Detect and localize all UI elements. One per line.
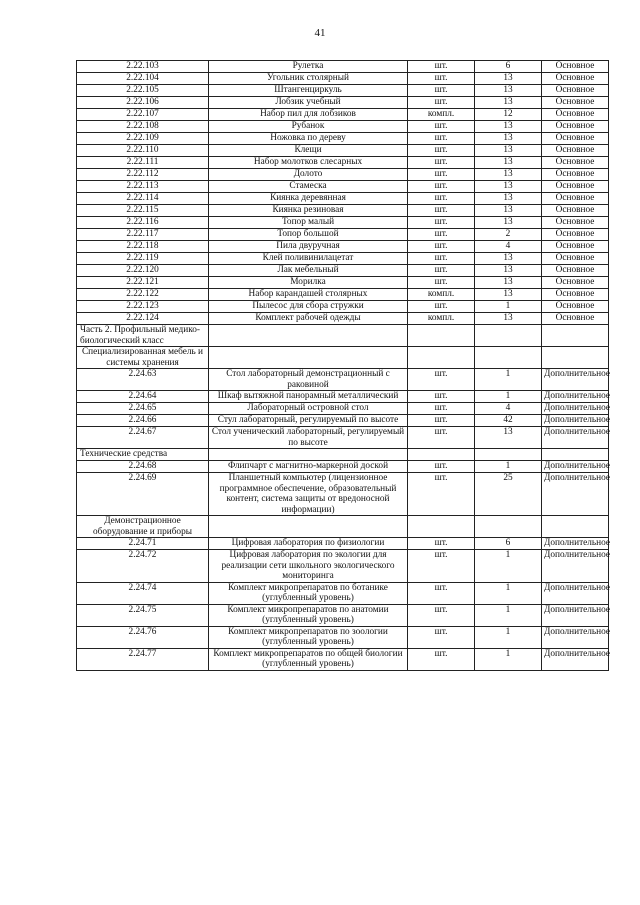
item-unit: шт. bbox=[408, 85, 475, 97]
table-row bbox=[77, 473, 609, 516]
item-code: 2.22.122 bbox=[77, 289, 209, 301]
item-quantity: 13 bbox=[475, 277, 542, 289]
item-category: Дополнительное bbox=[542, 391, 609, 403]
empty-cell bbox=[475, 516, 542, 538]
table-row bbox=[77, 427, 609, 449]
item-unit: шт. bbox=[408, 550, 475, 583]
item-unit: компл. bbox=[408, 313, 475, 325]
item-name: Флипчарт с магнитно-маркерной доской bbox=[209, 461, 408, 473]
item-unit: компл. bbox=[408, 109, 475, 121]
item-category: Дополнительное bbox=[542, 582, 609, 604]
item-code: 2.22.111 bbox=[77, 157, 209, 169]
item-category: Основное bbox=[542, 61, 609, 73]
table-row bbox=[77, 85, 609, 97]
table-row bbox=[77, 604, 609, 626]
item-unit: шт. bbox=[408, 73, 475, 85]
item-category: Основное bbox=[542, 85, 609, 97]
item-name: Комплект микропрепаратов по общей биологии (углубленный уровень) bbox=[209, 648, 408, 670]
item-code: 2.24.77 bbox=[77, 648, 209, 670]
item-quantity: 1 bbox=[475, 461, 542, 473]
table-row bbox=[77, 403, 609, 415]
table-row bbox=[77, 391, 609, 403]
table-row bbox=[77, 133, 609, 145]
table-row bbox=[77, 97, 609, 109]
item-unit: компл. bbox=[408, 289, 475, 301]
item-category: Дополнительное bbox=[542, 550, 609, 583]
table-row bbox=[77, 193, 609, 205]
item-unit: шт. bbox=[408, 133, 475, 145]
item-unit: шт. bbox=[408, 97, 475, 109]
empty-cell bbox=[209, 516, 408, 538]
table-row bbox=[77, 277, 609, 289]
item-quantity: 4 bbox=[475, 403, 542, 415]
item-quantity: 13 bbox=[475, 265, 542, 277]
item-unit: шт. bbox=[408, 193, 475, 205]
item-code: 2.24.75 bbox=[77, 604, 209, 626]
item-quantity: 4 bbox=[475, 241, 542, 253]
item-unit: шт. bbox=[408, 538, 475, 550]
item-category: Дополнительное bbox=[542, 369, 609, 391]
table-row bbox=[77, 61, 609, 73]
item-name: Лобзик учебный bbox=[209, 97, 408, 109]
item-category: Основное bbox=[542, 193, 609, 205]
item-unit: шт. bbox=[408, 229, 475, 241]
item-name: Лабораторный островной стол bbox=[209, 403, 408, 415]
item-code: 2.24.63 bbox=[77, 369, 209, 391]
item-quantity: 13 bbox=[475, 85, 542, 97]
item-code: 2.24.71 bbox=[77, 538, 209, 550]
item-name: Комплект микропрепаратов по анатомии (углубленный уровень) bbox=[209, 604, 408, 626]
item-quantity: 6 bbox=[475, 538, 542, 550]
item-name: Клей поливинилацетат bbox=[209, 253, 408, 265]
item-code: 2.22.117 bbox=[77, 229, 209, 241]
item-category: Дополнительное bbox=[542, 648, 609, 670]
table-row bbox=[77, 73, 609, 85]
item-category: Основное bbox=[542, 73, 609, 85]
item-unit: шт. bbox=[408, 181, 475, 193]
item-unit: шт. bbox=[408, 217, 475, 229]
item-unit: шт. bbox=[408, 277, 475, 289]
empty-cell bbox=[408, 516, 475, 538]
table-row bbox=[77, 157, 609, 169]
item-name: Шкаф вытяжной панорамный металлический bbox=[209, 391, 408, 403]
item-name: Штангенциркуль bbox=[209, 85, 408, 97]
item-unit: шт. bbox=[408, 265, 475, 277]
item-category: Дополнительное bbox=[542, 415, 609, 427]
item-unit: шт. bbox=[408, 121, 475, 133]
section-title: Часть 2. Профильный медико-биологический класс bbox=[77, 325, 209, 347]
item-name: Топор малый bbox=[209, 217, 408, 229]
table-row bbox=[77, 289, 609, 301]
item-name: Набор карандашей столярных bbox=[209, 289, 408, 301]
table-row bbox=[77, 181, 609, 193]
item-quantity: 13 bbox=[475, 313, 542, 325]
item-quantity: 13 bbox=[475, 205, 542, 217]
table-row bbox=[77, 109, 609, 121]
item-name: Угольник столярный bbox=[209, 73, 408, 85]
item-name: Комплект рабочей одежды bbox=[209, 313, 408, 325]
item-name: Киянка резиновая bbox=[209, 205, 408, 217]
empty-cell bbox=[209, 449, 408, 461]
item-unit: шт. bbox=[408, 369, 475, 391]
section-row bbox=[77, 449, 609, 461]
empty-cell bbox=[475, 325, 542, 347]
table-row bbox=[77, 205, 609, 217]
item-quantity: 13 bbox=[475, 253, 542, 265]
table-row bbox=[77, 121, 609, 133]
equipment-table bbox=[76, 60, 609, 671]
equipment-table-body bbox=[77, 61, 609, 671]
item-code: 2.24.69 bbox=[77, 473, 209, 516]
section-title: Специализированная мебель и системы хранения bbox=[77, 347, 209, 369]
item-unit: шт. bbox=[408, 604, 475, 626]
item-name: Стамеска bbox=[209, 181, 408, 193]
item-category: Основное bbox=[542, 133, 609, 145]
item-category: Основное bbox=[542, 181, 609, 193]
item-code: 2.24.67 bbox=[77, 427, 209, 449]
item-quantity: 13 bbox=[475, 289, 542, 301]
table-row bbox=[77, 369, 609, 391]
table-row bbox=[77, 313, 609, 325]
item-name: Цифровая лаборатория по экологии для реализации сети школьного экологического мониторинга bbox=[209, 550, 408, 583]
item-category: Основное bbox=[542, 253, 609, 265]
item-category: Основное bbox=[542, 121, 609, 133]
item-category: Дополнительное bbox=[542, 473, 609, 516]
item-name: Рулетка bbox=[209, 61, 408, 73]
section-row bbox=[77, 347, 609, 369]
table-row bbox=[77, 145, 609, 157]
item-code: 2.22.123 bbox=[77, 301, 209, 313]
table-row bbox=[77, 253, 609, 265]
item-quantity: 25 bbox=[475, 473, 542, 516]
item-unit: шт. bbox=[408, 253, 475, 265]
item-category: Основное bbox=[542, 289, 609, 301]
item-code: 2.22.104 bbox=[77, 73, 209, 85]
item-category: Дополнительное bbox=[542, 604, 609, 626]
table-row bbox=[77, 169, 609, 181]
section-row bbox=[77, 516, 609, 538]
item-quantity: 13 bbox=[475, 145, 542, 157]
item-category: Основное bbox=[542, 229, 609, 241]
item-name: Цифровая лаборатория по физиологии bbox=[209, 538, 408, 550]
item-name: Планшетный компьютер (лицензионное программное обеспечение, образовательный контент, система защиты от вредоносной информации) bbox=[209, 473, 408, 516]
item-category: Основное bbox=[542, 277, 609, 289]
item-code: 2.22.116 bbox=[77, 217, 209, 229]
item-name: Морилка bbox=[209, 277, 408, 289]
item-unit: шт. bbox=[408, 169, 475, 181]
section-row bbox=[77, 325, 609, 347]
item-name: Клещи bbox=[209, 145, 408, 157]
item-name: Пила двуручная bbox=[209, 241, 408, 253]
item-unit: шт. bbox=[408, 241, 475, 253]
item-quantity: 1 bbox=[475, 604, 542, 626]
item-unit: шт. bbox=[408, 473, 475, 516]
item-code: 2.24.64 bbox=[77, 391, 209, 403]
item-category: Основное bbox=[542, 97, 609, 109]
item-code: 2.24.76 bbox=[77, 626, 209, 648]
item-name: Комплект микропрепаратов по зоологии (углубленный уровень) bbox=[209, 626, 408, 648]
item-category: Дополнительное bbox=[542, 626, 609, 648]
item-code: 2.22.107 bbox=[77, 109, 209, 121]
item-code: 2.24.66 bbox=[77, 415, 209, 427]
item-unit: шт. bbox=[408, 205, 475, 217]
item-name: Пылесос для сбора стружки bbox=[209, 301, 408, 313]
item-code: 2.22.108 bbox=[77, 121, 209, 133]
empty-cell bbox=[408, 347, 475, 369]
table-row bbox=[77, 241, 609, 253]
item-quantity: 1 bbox=[475, 369, 542, 391]
item-category: Основное bbox=[542, 301, 609, 313]
table-row bbox=[77, 582, 609, 604]
item-unit: шт. bbox=[408, 648, 475, 670]
item-name: Долото bbox=[209, 169, 408, 181]
item-unit: шт. bbox=[408, 391, 475, 403]
item-quantity: 13 bbox=[475, 133, 542, 145]
item-quantity: 13 bbox=[475, 217, 542, 229]
item-code: 2.22.119 bbox=[77, 253, 209, 265]
item-category: Основное bbox=[542, 313, 609, 325]
empty-cell bbox=[475, 347, 542, 369]
empty-cell bbox=[209, 325, 408, 347]
item-quantity: 12 bbox=[475, 109, 542, 121]
table-row bbox=[77, 217, 609, 229]
table-row bbox=[77, 301, 609, 313]
item-quantity: 1 bbox=[475, 582, 542, 604]
empty-cell bbox=[475, 449, 542, 461]
table-row bbox=[77, 550, 609, 583]
empty-cell bbox=[209, 347, 408, 369]
item-name: Лак мебельный bbox=[209, 265, 408, 277]
empty-cell bbox=[542, 449, 609, 461]
item-category: Дополнительное bbox=[542, 461, 609, 473]
item-quantity: 42 bbox=[475, 415, 542, 427]
item-unit: шт. bbox=[408, 626, 475, 648]
empty-cell bbox=[408, 449, 475, 461]
item-category: Основное bbox=[542, 205, 609, 217]
item-name: Стол лабораторный демонстрационный с раковиной bbox=[209, 369, 408, 391]
item-code: 2.22.110 bbox=[77, 145, 209, 157]
item-quantity: 6 bbox=[475, 61, 542, 73]
item-unit: шт. bbox=[408, 582, 475, 604]
item-category: Дополнительное bbox=[542, 427, 609, 449]
table-row bbox=[77, 538, 609, 550]
item-quantity: 2 bbox=[475, 229, 542, 241]
item-code: 2.22.118 bbox=[77, 241, 209, 253]
table-row bbox=[77, 648, 609, 670]
item-code: 2.22.115 bbox=[77, 205, 209, 217]
item-code: 2.24.74 bbox=[77, 582, 209, 604]
item-unit: шт. bbox=[408, 461, 475, 473]
item-code: 2.22.105 bbox=[77, 85, 209, 97]
item-code: 2.24.72 bbox=[77, 550, 209, 583]
item-quantity: 13 bbox=[475, 193, 542, 205]
item-quantity: 1 bbox=[475, 648, 542, 670]
item-category: Дополнительное bbox=[542, 403, 609, 415]
item-code: 2.22.114 bbox=[77, 193, 209, 205]
item-category: Дополнительное bbox=[542, 538, 609, 550]
item-code: 2.24.68 bbox=[77, 461, 209, 473]
item-name: Рубанок bbox=[209, 121, 408, 133]
item-code: 2.22.121 bbox=[77, 277, 209, 289]
item-quantity: 1 bbox=[475, 626, 542, 648]
table-row bbox=[77, 415, 609, 427]
item-category: Основное bbox=[542, 157, 609, 169]
item-code: 2.22.109 bbox=[77, 133, 209, 145]
item-category: Основное bbox=[542, 265, 609, 277]
table-row bbox=[77, 229, 609, 241]
item-category: Основное bbox=[542, 241, 609, 253]
item-quantity: 13 bbox=[475, 97, 542, 109]
item-quantity: 13 bbox=[475, 169, 542, 181]
item-category: Основное bbox=[542, 145, 609, 157]
item-category: Основное bbox=[542, 109, 609, 121]
item-unit: шт. bbox=[408, 157, 475, 169]
item-unit: шт. bbox=[408, 415, 475, 427]
empty-cell bbox=[408, 325, 475, 347]
item-unit: шт. bbox=[408, 403, 475, 415]
item-unit: шт. bbox=[408, 61, 475, 73]
item-name: Киянка деревянная bbox=[209, 193, 408, 205]
item-category: Основное bbox=[542, 217, 609, 229]
item-code: 2.22.106 bbox=[77, 97, 209, 109]
item-quantity: 13 bbox=[475, 427, 542, 449]
item-code: 2.22.103 bbox=[77, 61, 209, 73]
item-quantity: 13 bbox=[475, 121, 542, 133]
item-unit: шт. bbox=[408, 427, 475, 449]
item-name: Стул лабораторный, регулируемый по высоте bbox=[209, 415, 408, 427]
empty-cell bbox=[542, 325, 609, 347]
item-name: Набор молотков слесарных bbox=[209, 157, 408, 169]
empty-cell bbox=[542, 516, 609, 538]
item-name: Топор большой bbox=[209, 229, 408, 241]
item-code: 2.22.113 bbox=[77, 181, 209, 193]
item-quantity: 1 bbox=[475, 550, 542, 583]
table-row bbox=[77, 461, 609, 473]
item-quantity: 13 bbox=[475, 73, 542, 85]
item-name: Ножовка по дереву bbox=[209, 133, 408, 145]
item-quantity: 1 bbox=[475, 301, 542, 313]
table-row bbox=[77, 265, 609, 277]
item-code: 2.22.124 bbox=[77, 313, 209, 325]
section-title: Демонстрационное оборудование и приборы bbox=[77, 516, 209, 538]
item-code: 2.22.120 bbox=[77, 265, 209, 277]
item-name: Набор пил для лобзиков bbox=[209, 109, 408, 121]
item-quantity: 1 bbox=[475, 391, 542, 403]
item-quantity: 13 bbox=[475, 157, 542, 169]
table-row bbox=[77, 626, 609, 648]
page-number: 41 bbox=[314, 27, 326, 39]
item-category: Основное bbox=[542, 169, 609, 181]
item-code: 2.22.112 bbox=[77, 169, 209, 181]
empty-cell bbox=[542, 347, 609, 369]
item-code: 2.24.65 bbox=[77, 403, 209, 415]
item-unit: шт. bbox=[408, 301, 475, 313]
item-quantity: 13 bbox=[475, 181, 542, 193]
section-title: Технические средства bbox=[77, 449, 209, 461]
item-name: Стол ученический лабораторный, регулируемый по высоте bbox=[209, 427, 408, 449]
item-unit: шт. bbox=[408, 145, 475, 157]
item-name: Комплект микропрепаратов по ботанике (углубленный уровень) bbox=[209, 582, 408, 604]
